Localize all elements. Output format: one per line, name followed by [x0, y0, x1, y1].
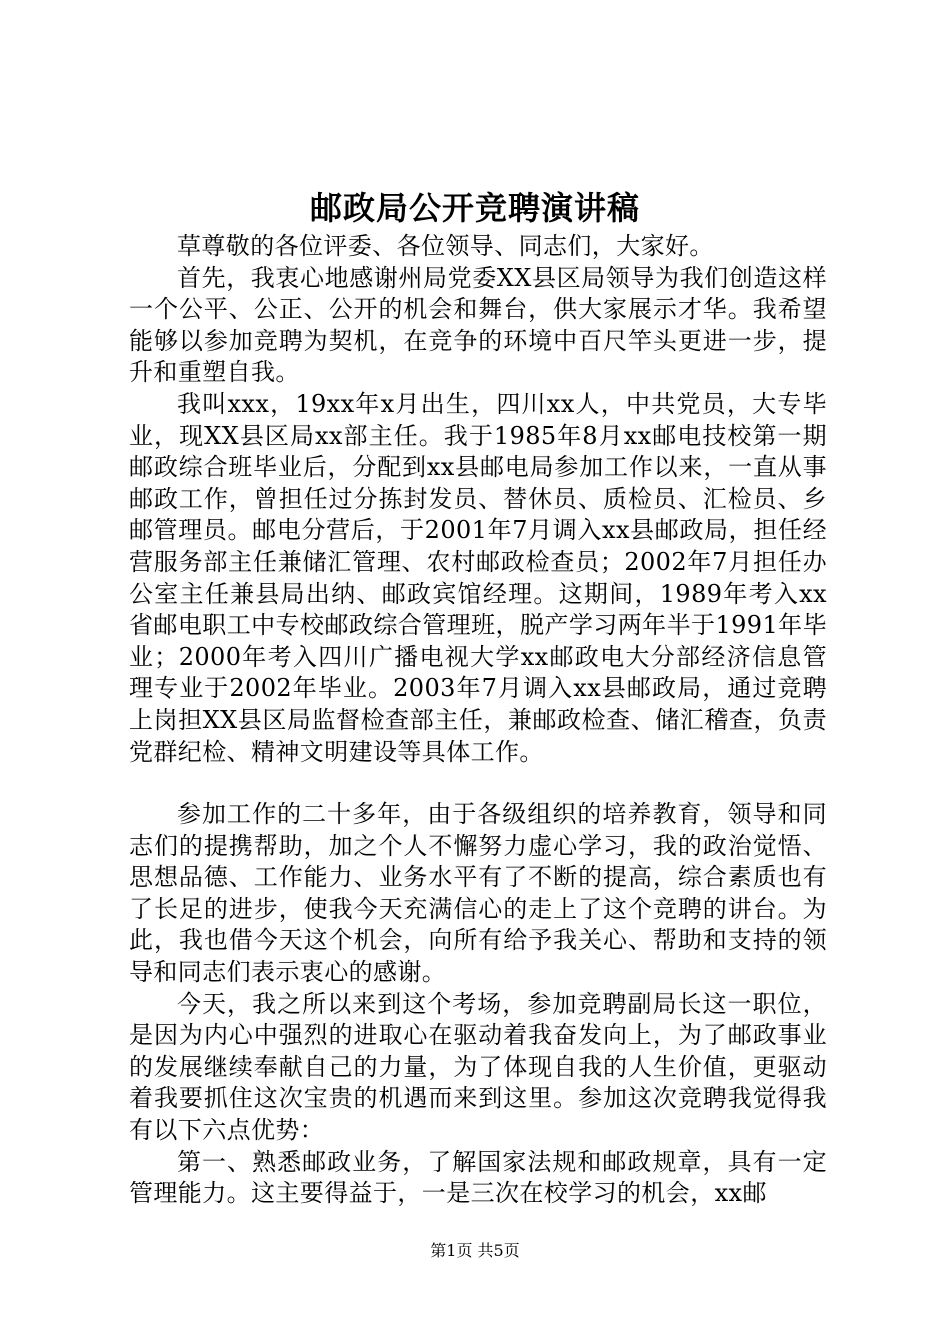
document-title: 邮政局公开竞聘演讲稿: [309, 189, 640, 227]
paragraph-thanks: 首先，我衷心地感谢州局党委XX县区局领导为我们创造这样一个公平、公正、公开的机会和舞台，供大家展示才华。我希望能够以参加竞聘为契机，在竞争的环境中百尺竿头更进一步，提升和重塑自我。: [129, 263, 827, 387]
page-footer: 第1页 共5页: [430, 1241, 520, 1260]
paragraph-growth: 参加工作的二十多年，由于各级组织的培养教育，领导和同志们的提携帮助，加之个人不懈努力虚心学习，我的政治觉悟、思想品德、工作能力、业务水平有了不断的提高，综合素质也有了长足的进步，使我今天充满信心的走上了这个竞聘的讲台。为此，我也借今天这个机会，向所有给予我关心、帮助和支持的领导和同志们表示衷心的感谢。: [129, 800, 827, 987]
paragraph-motivation: 今天，我之所以来到这个考场，参加竞聘副局长这一职位，是因为内心中强烈的进取心在驱动着我奋发向上，为了邮政事业的发展继续奉献自己的力量，为了体现自我的人生价值，更驱动着我要抓住这次宝贵的机遇而来到这里。参加这次竞聘我觉得我有以下六点优势：: [129, 989, 827, 1145]
document-body: [129, 231, 827, 1210]
paragraph-advantage-one: 第一、熟悉邮政业务，了解国家法规和邮政规章，具有一定管理能力。这主要得益于，一是三次在校学习的机会，xx邮: [129, 1147, 827, 1208]
paragraph-greeting: 草尊敬的各位评委、各位领导、同志们，大家好。: [177, 232, 714, 260]
paragraph-background: 我叫xxx，19xx年x月出生，四川xx人，中共党员，大专毕业，现XX县区局xx部主任。我于1985年8月xx邮电技校第一期邮政综合班毕业后，分配到xx县邮电局参加工作以来，一直从事邮政工作，曾担任过分拣封发员、替休员、质检员、汇检员、乡邮管理员。邮电分营后，于2001年7月调入xx县邮政局，担任经营服务部主任兼储汇管理、农村邮政检查员；2002年7月担任办公室主任兼县局出纳、邮政宾馆经理。这期间，1989年考入xx省邮电职工中专校邮政综合管理班，脱产学习两年半于1991年毕业；2000年考入四川广播电视大学xx邮政电大分部经济信息管理专业于2002年毕业。2003年7月调入xx县邮政局，通过竞聘上岗担XX县区局监督检查部主任，兼邮政检查、储汇稽查，负责党群纪检、精神文明建设等具体工作。: [129, 389, 827, 766]
